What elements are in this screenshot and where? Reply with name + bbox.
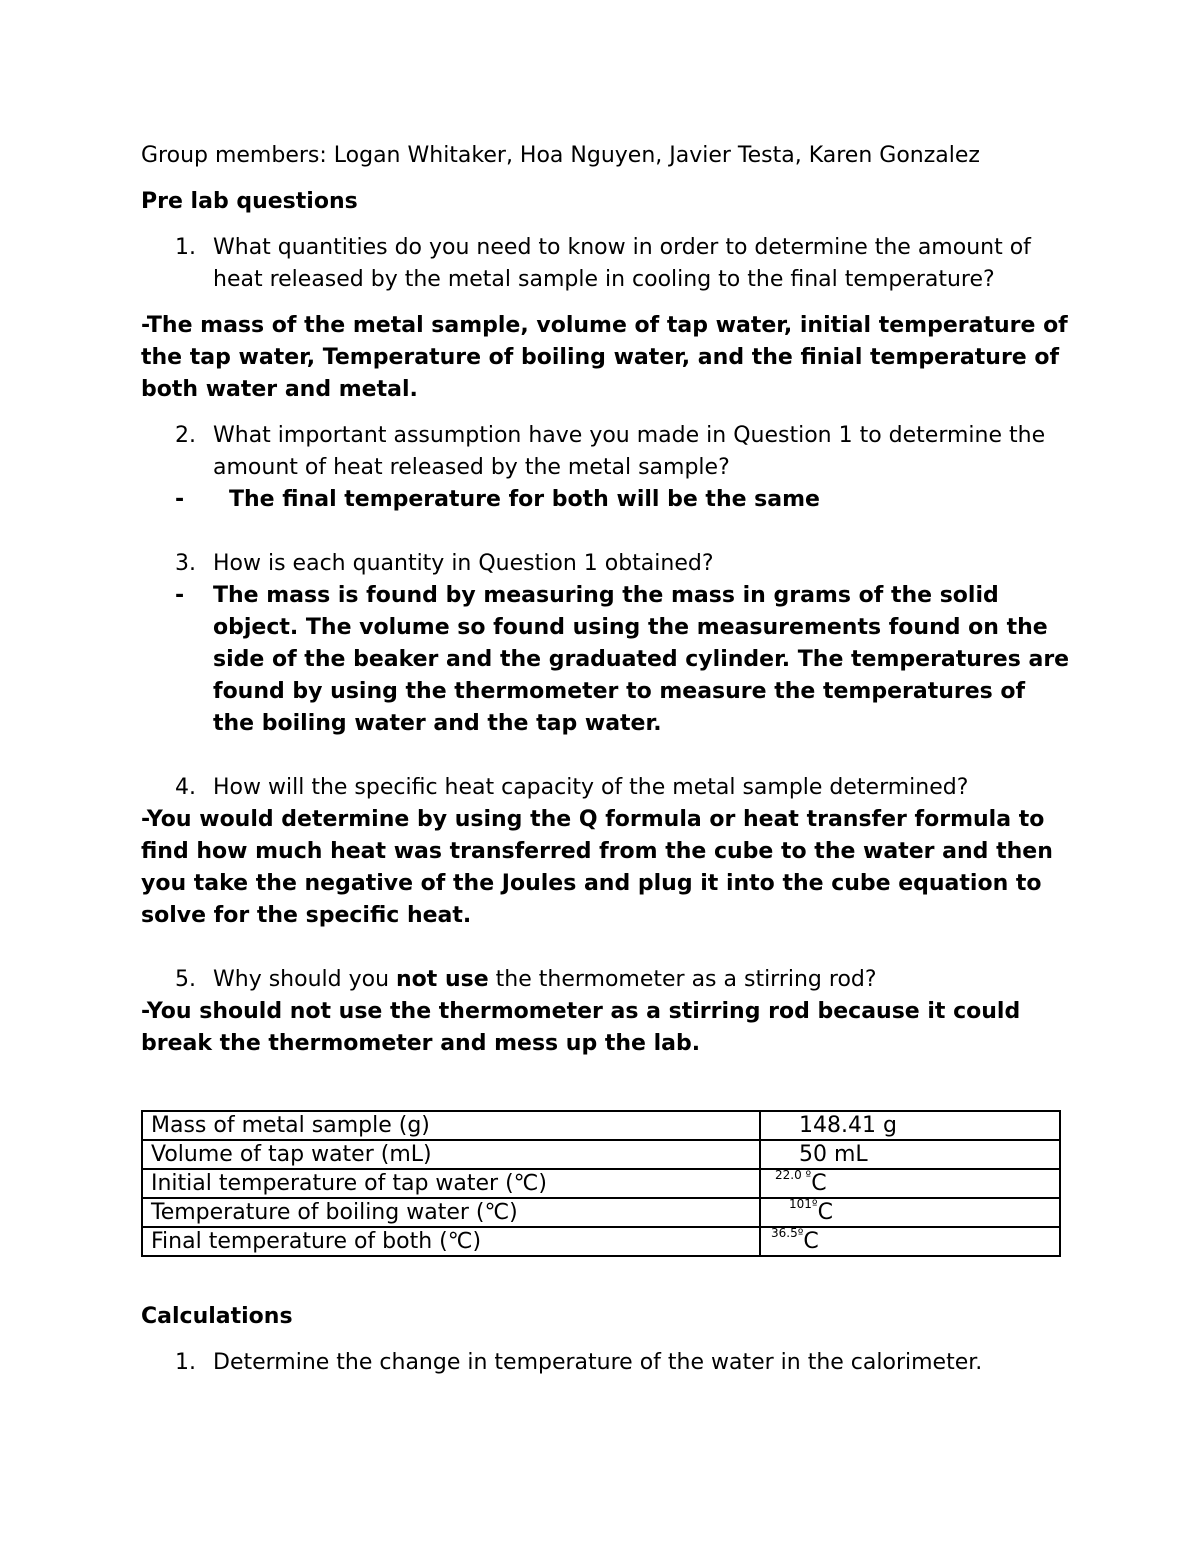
question-2 <box>175 420 1071 484</box>
question-text: How is each quantity in Question 1 obtained? <box>213 551 714 576</box>
answer-1: -The mass of the metal sample, volume of tap water, initial temperature of the tap water, Temperature of boiling water, and the finial temperature of both water and metal. <box>141 313 1068 402</box>
question-1 <box>175 232 1071 296</box>
table-row <box>142 1198 1060 1227</box>
table-cell-label: Final temperature of both (℃) <box>142 1227 760 1256</box>
answer-text: The final temperature for both will be the same <box>229 487 820 512</box>
value-small-text: 36.5º <box>771 1226 804 1240</box>
table-cell-label: Initial temperature of tap water (℃) <box>142 1169 760 1198</box>
calculation-1 <box>175 1347 1071 1379</box>
group-members: Group members: Logan Whitaker, Hoa Nguyen, Javier Testa, Karen Gonzalez <box>141 143 980 168</box>
answer-4: -You would determine by using the Q formula or heat transfer formula to find how much heat was transferred from the cube to the water and then you take the negative of the Joules and plug it into the cube equation to solve for the specific heat. <box>141 807 1053 928</box>
table-cell-value <box>760 1111 1060 1140</box>
question-text-emphasis: not use <box>396 967 489 992</box>
prelab-heading: Pre lab questions <box>141 189 358 214</box>
table-row <box>142 1140 1060 1169</box>
table-cell-label: Temperature of boiling water (℃) <box>142 1198 760 1227</box>
table-cell-value <box>760 1140 1060 1169</box>
value-unit: C <box>817 1200 833 1225</box>
question-text-part: Why should you <box>213 967 397 992</box>
table-cell-label: Volume of tap water (mL) <box>142 1140 760 1169</box>
question-text: Determine the change in temperature of the water in the calorimeter. <box>213 1350 983 1375</box>
table-cell-value <box>760 1198 1060 1227</box>
question-5 <box>175 964 1071 996</box>
bullet-dash: - <box>175 583 185 608</box>
value-unit: C <box>811 1171 827 1196</box>
value-text: 50 mL <box>799 1142 868 1167</box>
table-cell-value <box>760 1227 1060 1256</box>
question-text: What quantities do you need to know in order to determine the amount of heat released by the metal sample in cooling to the final temperature? <box>213 235 1031 292</box>
data-table <box>141 1110 1061 1257</box>
value-small-text: 22.0 º <box>775 1168 812 1182</box>
question-number: 5. <box>175 967 196 992</box>
answer-text: The mass is found by measuring the mass in grams of the solid object. The volume so found using the measurements found on the side of the beaker and the graduated cylinder. The temperatures are found by using the thermometer to measure the temperatures of the boiling water and the tap water. <box>213 583 1070 736</box>
table-cell-label: Mass of metal sample (g) <box>142 1111 760 1140</box>
question-number: 1. <box>175 1350 196 1375</box>
question-text <box>213 964 1071 996</box>
table-row <box>142 1111 1060 1140</box>
question-number: 3. <box>175 551 196 576</box>
table-row <box>142 1227 1060 1256</box>
question-4 <box>175 772 1071 804</box>
table-row <box>142 1169 1060 1198</box>
calculations-heading: Calculations <box>141 1304 293 1329</box>
bullet-dash: - <box>175 487 185 512</box>
answer-2 <box>175 484 1071 516</box>
value-text: 148.41 g <box>799 1113 897 1138</box>
question-text: What important assumption have you made in Question 1 to determine the amount of heat released by the metal sample? <box>213 423 1046 480</box>
document-page <box>141 140 1071 1379</box>
value-small-text: 101º <box>789 1197 818 1211</box>
answer-5: -You should not use the thermometer as a stirring rod because it could break the thermometer and mess up the lab. <box>141 999 1021 1056</box>
question-number: 4. <box>175 775 196 800</box>
question-number: 1. <box>175 235 196 260</box>
value-unit: C <box>803 1229 819 1254</box>
question-3 <box>175 548 1071 580</box>
question-text-part: the thermometer as a stirring rod? <box>488 967 877 992</box>
answer-3 <box>175 580 1071 740</box>
question-number: 2. <box>175 423 196 448</box>
table-cell-value <box>760 1169 1060 1198</box>
question-text: How will the specific heat capacity of the metal sample determined? <box>213 775 969 800</box>
